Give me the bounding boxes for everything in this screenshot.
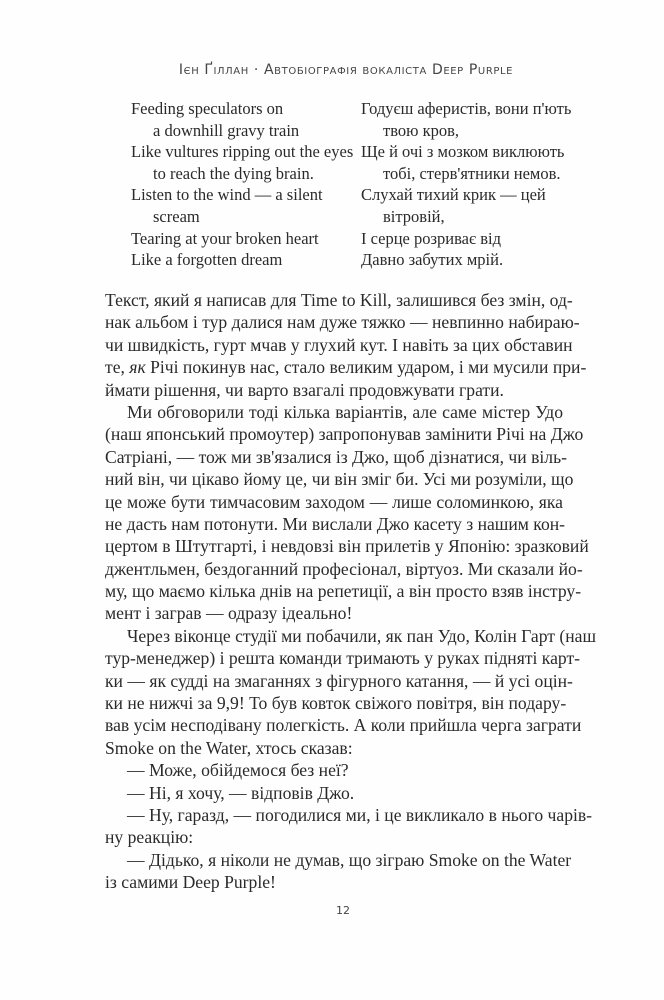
poem-line: твою кров, [383, 120, 460, 140]
text-line: те, як Річі покинув нас, стало великим ударом, і ми мусили при- [105, 357, 587, 378]
poem-line: a downhill gravy train [153, 120, 300, 140]
text-line: — Ну, гаразд, — погодилися ми, і це викликало в нього чарів- [127, 804, 593, 825]
text-line: нак альбом і тур далися нам дуже тяжко — невпинно набираю- [105, 312, 580, 333]
text-line: джентльмен, бездоганний професіонал, віртуоз. Ми сказали йо- [105, 558, 583, 579]
text-line: — Дідько, я ніколи не думав, що зіграю Smoke on the Water [127, 849, 572, 870]
poem-line: to reach the dying brain. [153, 163, 314, 183]
text-line: мент і заграв — одразу ідеально! [105, 603, 353, 624]
text-line: му, що маємо кілька днів на репетиції, а він просто взяв інстру- [105, 581, 582, 602]
poem-line: вітровій, [383, 206, 445, 226]
poem-ukrainian [361, 98, 576, 271]
text-line: ймати рішення, чи варто взагалі продовжувати грати. [105, 379, 504, 400]
text-line: (наш японський промоутер) запропонував замінити Річі на Джо [105, 424, 584, 445]
text-line: цертом в Штутгарті, і невдовзі він прилетів у Японію: зразковий [105, 536, 589, 557]
poem-line: Годуєш аферистів, вони п'ють [361, 99, 572, 118]
text-line: це може бути тимчасовим заходом — лише соломинкою, яка [105, 491, 563, 512]
poem-line: Like a forgotten dream [131, 250, 283, 270]
poem-line: Like vultures ripping out the eyes [131, 142, 354, 162]
text-line: — Ні, я хочу, — відповів Джо. [127, 782, 355, 803]
running-head: Ієн Ґіллан · Автобіографія вокаліста Deep Purple [178, 62, 514, 78]
poem-line: І серце розриває від [361, 228, 501, 248]
text-line: тур-менеджер) і решта команди тримають у руках підняті карт- [105, 648, 580, 669]
text-line: Текст, який я написав для Time to Kill, залишився без змін, од- [105, 290, 573, 310]
poem-line: Ще й очі з мозком виклюють [361, 142, 565, 162]
emphasis: як [129, 357, 146, 378]
poem-line: scream [153, 206, 200, 226]
text-line: чи швидкість, гурт мчав у глухий кут. І навіть за цих обставин [105, 334, 573, 355]
body-text [105, 289, 596, 894]
text-line: ну реакцію: [105, 827, 194, 848]
poem-line: Слухай тихий крик — цей [361, 185, 546, 205]
text-line: — Може, обійдемося без неї? [127, 760, 349, 781]
poem-english [131, 98, 361, 271]
poem-line: тобі, стерв'ятники немов. [383, 163, 561, 183]
text-line: ний він, чи цікаво йому це, чи він зміг би. Усі ми розуміли, що [105, 469, 574, 490]
text-line: не дасть нам потонути. Ми вислали Джо касету з нашим кон- [105, 513, 566, 534]
poem-line: Tearing at your broken heart [131, 228, 319, 248]
text-line: Ми обговорили тоді кілька варіантів, але саме містер Удо [127, 401, 563, 422]
text-line: Через віконце студії ми побачили, як пан Удо, Колін Гарт (наш [127, 625, 596, 646]
text-line: із самими Deep Purple! [105, 872, 276, 893]
text-line: ки — як судді на змаганнях з фігурного катання, — й усі оцін- [105, 670, 573, 691]
text-line: Сатріані, — тож ми зв'язалися із Джо, щоб дізнатися, чи віль- [105, 446, 567, 467]
text-line: ки не нижчі за 9,9! То був ковток свіжого повітря, він подару- [105, 693, 567, 714]
text-line: Smoke on the Water, хтось сказав: [105, 737, 353, 758]
page-number: 12 [336, 904, 350, 917]
text-line: вав усім несподівану полегкість. А коли прийшла черга заграти [105, 715, 582, 736]
poem-line: Feeding speculators on [131, 99, 284, 118]
poem-line: Давно забутих мрій. [361, 250, 504, 270]
poem-line: Listen to the wind — a silent [131, 185, 323, 205]
